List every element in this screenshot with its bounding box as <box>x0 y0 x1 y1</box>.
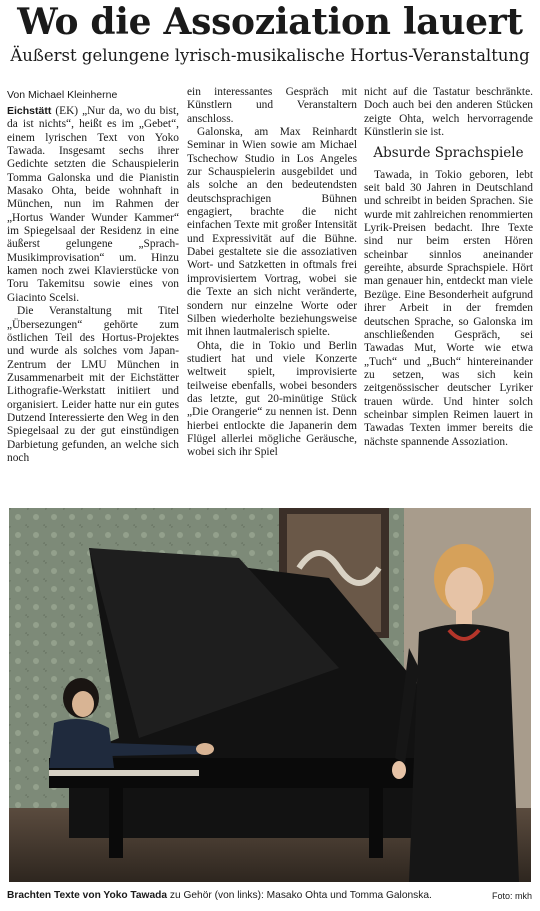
subheadline: Äußerst gelungene lyrisch-musikalische Hortus-Veranstaltung <box>10 46 530 65</box>
photo-illustration <box>9 508 531 882</box>
paragraph: Ohta, die in Tokio und Berlin studiert hat und viele Konzerte weltweit spielt, improvisierte teilweise ebenfalls, wobei besonders das letzte, gut 20-minütige Stück „Die Orangerie“ zu nennen ist. Denn hierbei entlockte die Japanerin dem Flügel allerlei mögliche Geräusche, wobei sich ihr Spiel <box>187 339 357 459</box>
photo-credit: Foto: mkh <box>491 891 532 901</box>
headline: Wo die Assoziation lauert <box>17 1 523 43</box>
text-column-3 <box>364 86 533 449</box>
caption-text: zu Gehör (von links): Masako Ohta und Tomma Galonska. <box>167 890 432 901</box>
article-photo <box>9 508 531 882</box>
text-column-2 <box>187 86 357 460</box>
dateline: Eichstätt <box>7 105 52 117</box>
paragraph-text: (EK) „Nur da, wo du bist, da ist nichts“, heißt es im „Gebet“, einem lyrischen Text von Yoko Tawada. Insgesamt sechs ihrer Gedichte setzten die Schauspielerin Tomma Galonska und die Pianistin Masako Ohta, beide wohnhaft in München, nun im Rahmen der „Hortus Wander Wunder Kammer“ im Spiegelsaal der Residenz in eine äußerst gelungene „Sprach-Musikimprovisation“ um. Hinzu kamen noch zwei Klavierstücke von Toru Takemitsu sowie eines von Giacinto Scelsi. <box>7 105 179 304</box>
paragraph: Tawada, in Tokio geboren, lebt seit bald 30 Jahren in Deutschland und schreibt in beiden Sprachen. Sie wurde mit zahlreichen renommierten Lyrik-Preisen bedacht. Ihre Texte sind nur beim ersten Hören scheinbar sinnlos aneinander gereihte, absurde Sprachspiele. Hört man genauer hin, entdeckt man viele Bezüge. Eine Besonderheit aufgrund ihrer Arbeit in der fremden deutschen Sprache, so Galonska im anschließenden Gespräch, sei Tawadas Mut, Worte wie etwa „Tuch“ und „Buch“ hintereinander zu setzen, was sich kein zeitgenössischer deutscher Lyriker trauen würde. Und hinter solch scheinbar simplen Reimen lauert in Tawadas Texten immer bereits die nächste spannende Assoziation. <box>364 168 533 448</box>
text-column-1 <box>7 105 179 465</box>
paragraph: nicht auf die Tastatur beschränkte. Doch auch bei den anderen Stücken zeigte Ohta, welch hervorragende Künstlerin sie ist. <box>364 86 533 139</box>
paragraph: Galonska, am Max Reinhardt Seminar in Wien sowie am Michael Tschechow Studio in Los Angeles zur Schauspielerin ausgebildet und als solche an den bedeutendsten deutschsprachigen Bühnen engagiert, brachte die nicht einfachen Texte mit großer Intensität und Expressivität auf die Bühne. Dabei gestaltete sie die assoziativen Wort- und Satzketten in oftmals frei improvisiertem Vortrag, wobei sie die Texte an sich nicht veränderte, sondern nur einzelne Worte oder Silben wiederholte beziehungsweise mit ihnen lautmalerisch spielte. <box>187 126 357 339</box>
photo-caption <box>7 890 533 901</box>
caption-lead: Brachten Texte von Yoko Tawada <box>7 890 168 901</box>
paragraph: ein interessantes Gespräch mit Künstlern und Veranstaltern anschloss. <box>187 86 357 125</box>
paragraph <box>7 105 179 305</box>
section-heading: Absurde Sprachspiele <box>373 145 524 162</box>
byline: Von Michael Kleinherne <box>7 89 118 101</box>
paragraph: Die Veranstaltung mit Titel „Übersezungen“ gehörte zum östlichen Teil des Hortus-Projektes und wurde als solches vom Japan-Zentrum der LMU München in Zusammenarbeit mit der Eichstätter Lithografie-Werkstatt initiiert und organisiert. Leider hatte nur ein gutes Dutzend Interessierte den Weg in den Spiegelsaal zu der gut einstündigen Darbietung gefunden, an welche sich noch <box>7 305 179 464</box>
